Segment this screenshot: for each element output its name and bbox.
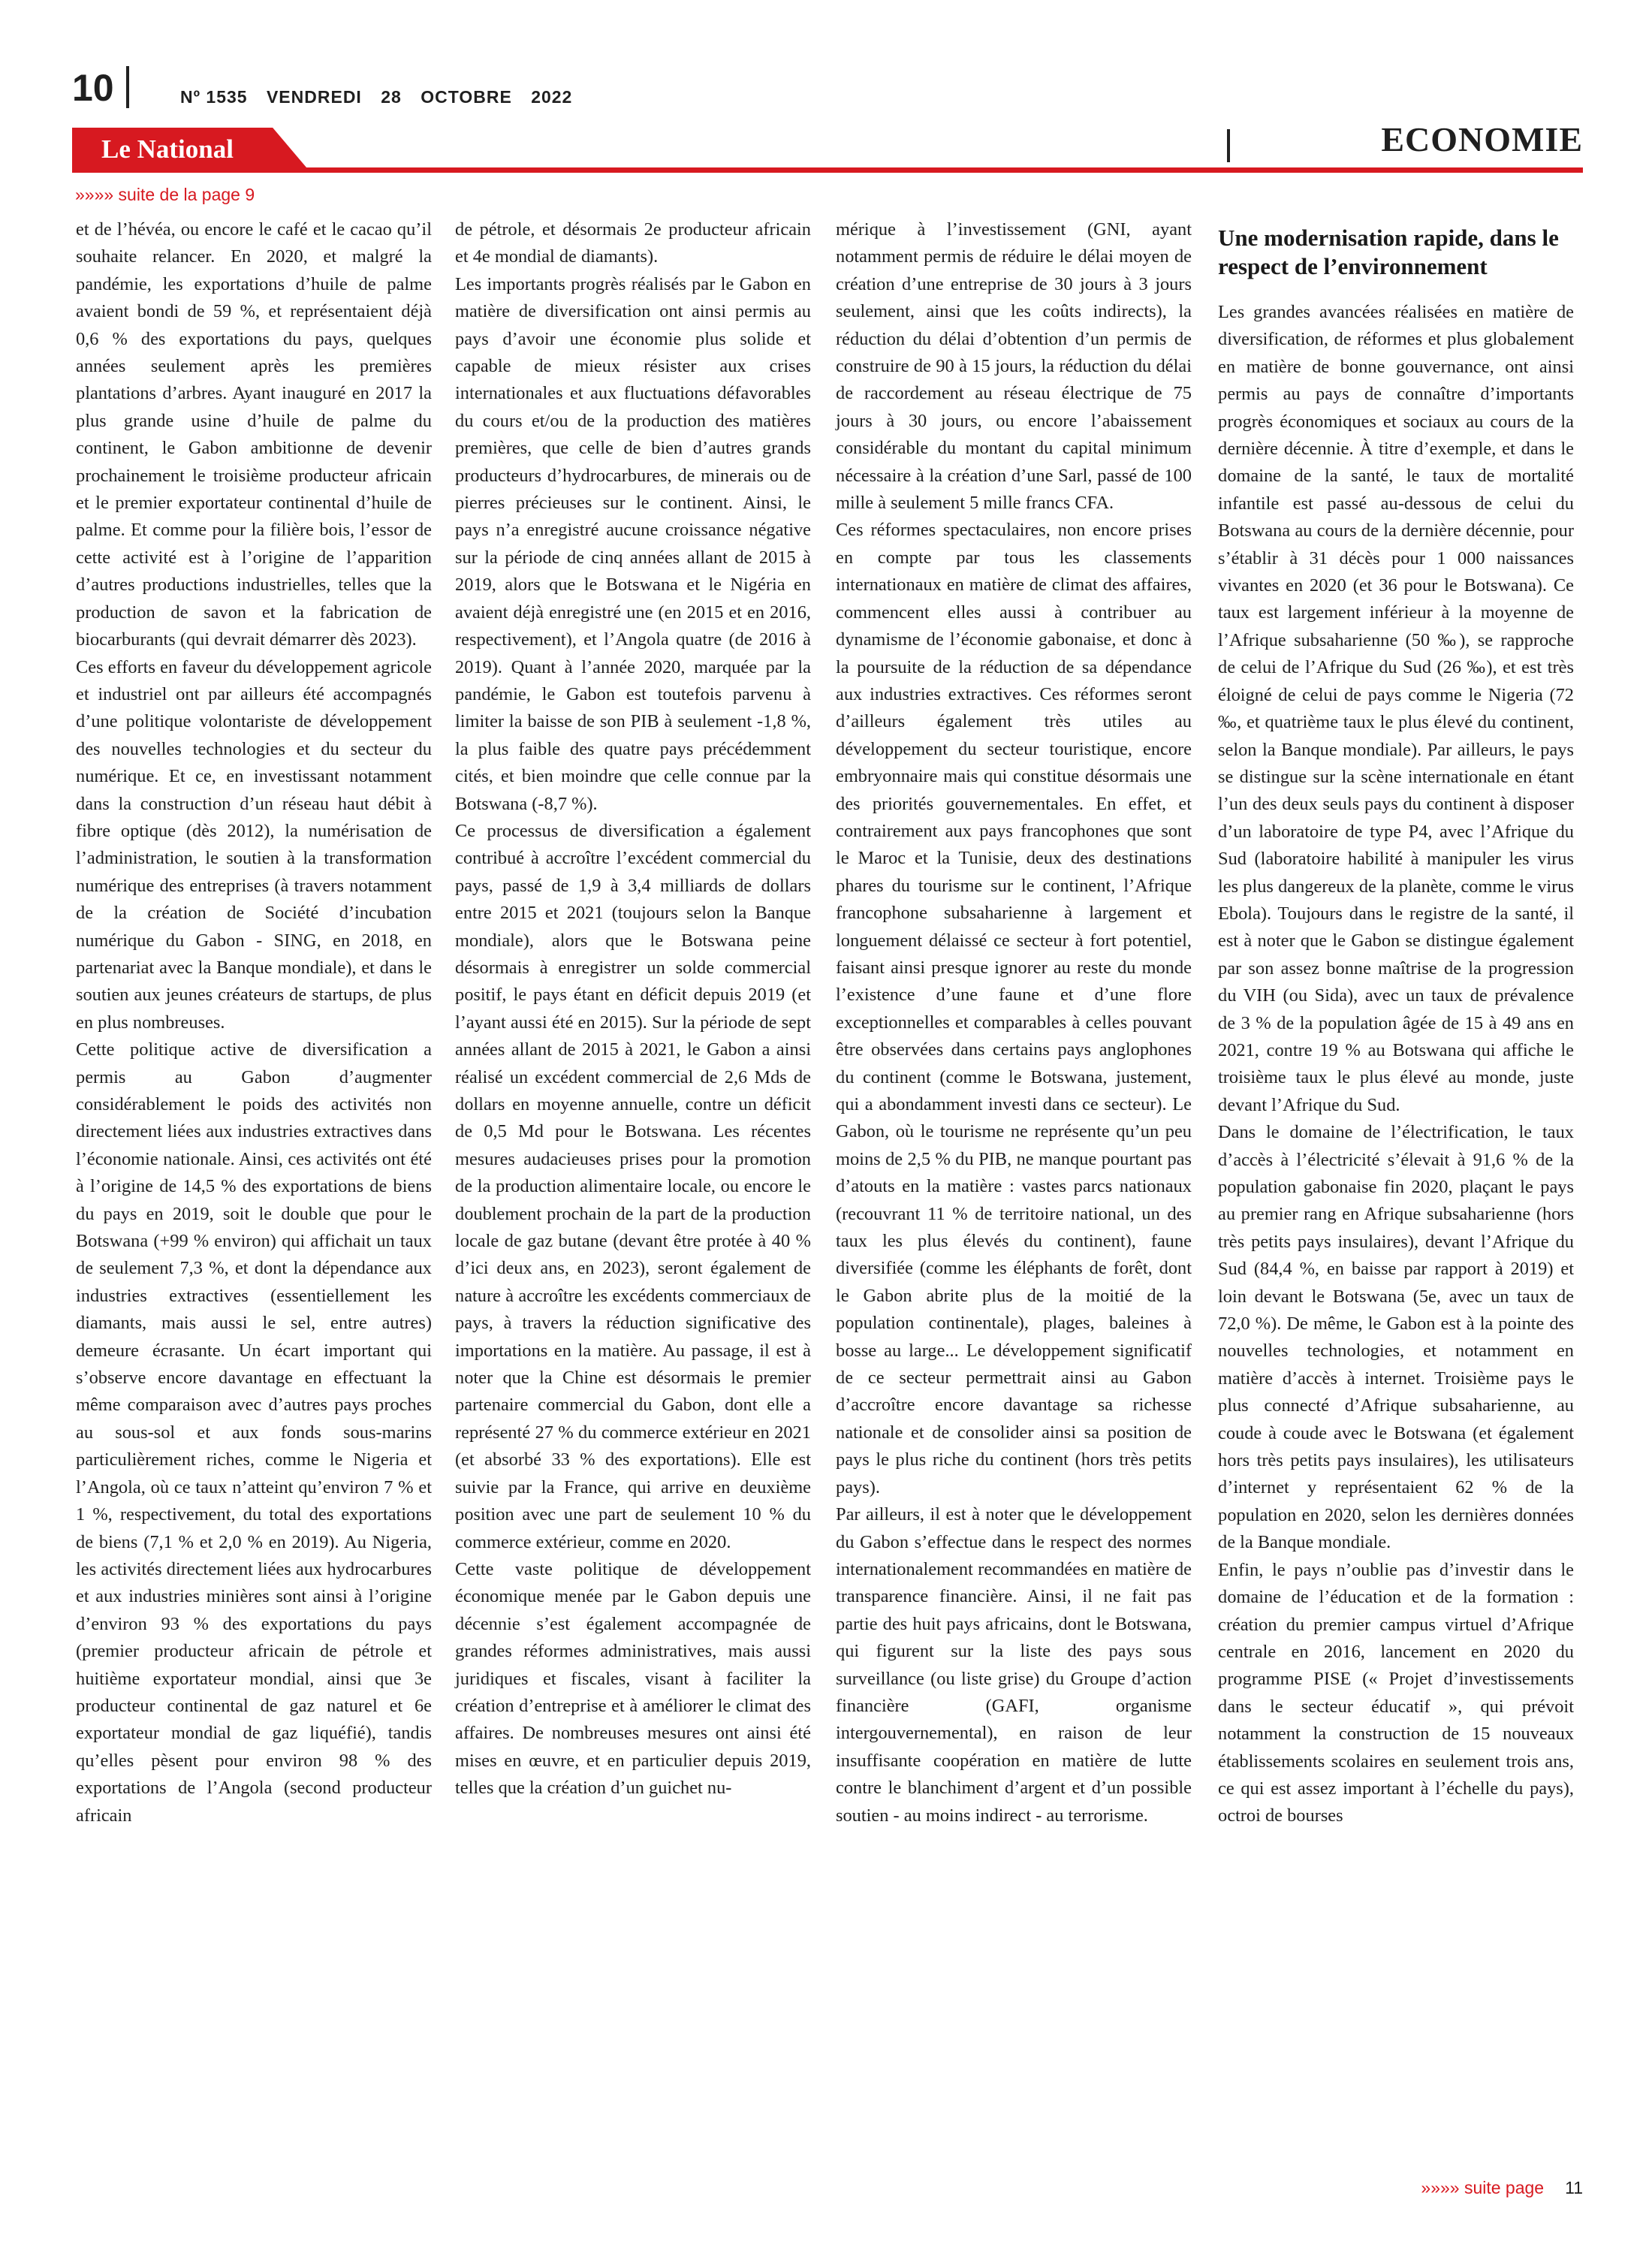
page-number: 10 — [72, 67, 114, 109]
issue-day: VENDREDI — [266, 87, 362, 107]
article-column-3 — [836, 216, 1192, 1829]
paragraph: Ces efforts en faveur du développement agricole et industriel ont par ailleurs été accompagnés d’une politique volontariste de développement des nouvelles technologies et du secteur du numérique. Et ce, en investissant notamment dans la construction d’un réseau haut débit à fibre optique (dès 2012), la numérisation de l’administration, le soutien à la transformation numérique des entreprises (à travers notamment de la création de Société d’incubation numérique du Gabon - SING, en 2018, en partenariat avec la Banque mondiale), et dans le soutien aux jeunes créateurs de startups, de plus en plus nombreuses. — [76, 656, 432, 1033]
paragraph: Ces réformes spectaculaires, non encore prises en compte par tous les classements internationaux en matière de climat des affaires, commencent elles aussi à contribuer au dynamisme de l’économie gabonaise, et donc à la poursuite de la réduction de sa dépendance aux industries extractives. Ces réformes seront d’ailleurs également très utiles au développement du secteur touristique, encore embryonnaire mais qui constitue désormais une des priorités gouvernementales. En effet, et contrairement aux pays francophones que sont le Maroc et la Tunisie, deux des destinations phares du tourisme sur le continent, l’Afrique francophone subsaharienne à largement et longuement délaissé ce secteur à fort potentiel, faisant ainsi presque ignorer au reste du monde l’existence d’une faune et d’une flore exceptionnelles et comparables à celles pouvant être observées dans certains pays anglophones du continent (comme le Botswana, justement, qui a abondamment investi dans ce secteur). Le Gabon, où le tourisme ne représente qu’un peu moins de 2,5 % du PIB, ne manque pourtant pas d’atouts en la matière : vastes parcs nationaux (recouvrant 11 % de territoire national, un des taux les plus élevés du continent), faune diversifiée (comme les éléphants de forêt, dont le Gabon abrite plus de la moitié de la population continentale), plages, baleines à bosse au large... Le développement significatif de ce secteur permettrait ainsi au Gabon d’accroître encore davantage sa richesse nationale et de consolider ainsi sa position de pays le plus riche du continent (hors très petits pays). — [836, 520, 1192, 1497]
continued-from-link[interactable]: »»»» suite de la page 9 — [75, 185, 255, 204]
paragraph: et de l’hévéa, ou encore le café et le cacao qu’il souhaite relancer. En 2020, et malgré la pandémie, les exportations d’huile de palme avaient bondi de 59 %, et représentaient déjà 0,6 % des exportations du pays, quelques années seulement après les premières plantations d’arbres. Ayant inauguré en 2017 la plus grande usine d’huile de palme du continent, le Gabon ambitionne de devenir prochainement le troisième producteur africain et le premier exportateur continental d’huile de palme. Et comme pour la filière bois, l’essor de cette activité est à l’origine de l’apparition d’autres productions industrielles, telles que la production de savon et la fabrication de biocarburants (qui devrait démarrer dès 2023). — [76, 219, 432, 650]
issue-number: Nº 1535 — [180, 87, 248, 107]
article-column-4 — [1218, 216, 1574, 1830]
continued-to-label: »»»» suite page — [1421, 2178, 1545, 2197]
section-title: ECONOMIE — [1381, 120, 1583, 158]
continued-to-link[interactable] — [1421, 2178, 1583, 2198]
paragraph: de pétrole, et désormais 2e producteur africain et 4e mondial de diamants). — [455, 219, 811, 267]
paragraph: Dans le domaine de l’électrification, le taux d’accès à l’électricité s’élevait à 91,6 % de la population gabonaise fin 2020, plaçant le pays au premier rang en Afrique subsaharienne (hors très petits pays insulaires), devant l’Afrique du Sud (84,4 %, en baisse par rapport à 2019) et loin devant le Botswana (5e, avec un taux de 72,0 %). De même, le Gabon est à la pointe des nouvelles technologies, et notamment en matière d’accès à internet. Troisième pays le plus connecté d’Afrique subsaharienne, au coude à coude avec le Botswana (et également hors très petits pays insulaires), les utilisateurs d’internet y représentaient 62 % de la population en 2020, selon les dernières données de la Banque mondiale. — [1218, 1122, 1574, 1553]
paragraph: mérique à l’investissement (GNI, ayant notamment permis de réduire le délai moyen de création d’une entreprise de 30 jours à 3 jours seulement, ainsi que les coûts indirects), la réduction du délai d’obtention d’un permis de construire de 90 à 15 jours, la réduction du délai de raccordement au réseau électrique de 75 jours à 30 jours, ou encore l’abaissement considérable du montant du capital minimum nécessaire à la création d’une Sarl, passé de 100 mille à seulement 5 mille francs CFA. — [836, 219, 1192, 514]
paragraph: Les grandes avancées réalisées en matière de diversification, de réformes et plus globalement en matière de bonne gouvernance, ont ainsi permis au pays de connaître d’importants progrès économiques et sociaux au cours de la dernière décennie. À titre d’exemple, et dans le domaine de la santé, le taux de mortalité infantile est passé au-dessous de celui du Botswana au cours de la dernière décennie, pour s’établir à 31 décès pour 1 000 naissances vivantes en 2020 (et 36 pour le Botswana). Ce taux est largement inférieur à la moyenne de l’Afrique subsaharienne (50 ‰), se rapproche de celui de l’Afrique du Sud (26 ‰), et est très éloigné de celui de pays comme le Nigeria (72 ‰, et quatrième taux le plus élevé du continent, selon la Banque mondiale). Par ailleurs, le pays se distingue sur la scène internationale en étant l’un des deux seuls pays du continent à disposer d’un laboratoire de type P4, avec l’Afrique du Sud (laboratoire habilité à manipuler les virus les plus dangereux de la planète, comme le virus Ebola). Toujours dans le registre de la santé, il est à noter que le Gabon se distingue également par son assez bonne maîtrise de la progression du VIH (ou Sida), avec un taux de prévalence de 3 % de la population âgée de 15 à 49 ans en 2021, contre 19 % au Botswana qui affiche le troisième taux le plus élevé au monde, juste devant l’Afrique du Sud. — [1218, 302, 1574, 1115]
paragraph: Les importants progrès réalisés par le Gabon en matière de diversification ont ainsi permis au pays d’avoir une économie plus solide et capable de mieux résister aux crises internationales et aux fluctuations défavorables du cours et/ou de la production des matières premières, que celle de bien d’autres grands producteurs d’hydrocarbures, de minerais ou de pierres précieuses sur le continent. Ainsi, le pays n’a enregistré aucune croissance négative sur la période de cinq années allant de 2015 à 2019, alors que le Botswana et le Nigéria en avaient déjà enregistré une (en 2015 et en 2016, respectivement), et l’Angola quatre (de 2016 à 2019). Quant à l’année 2020, marquée par la pandémie, le Gabon est toutefois parvenu à limiter la baisse de son PIB à seulement -1,8 %, la plus faible des quatre pays précédemment cités, et bien moindre que celle connue par la Botswana (-8,7 %). — [455, 273, 811, 814]
issue-year: 2022 — [531, 87, 573, 107]
paragraph: Cette politique active de diversification a permis au Gabon d’augmenter considérablement le poids des activités non directement liées aux industries extractives dans l’économie nationale. Ainsi, ces activités ont été à l’origine de 14,5 % des exportations de biens du pays en 2019, soit le double que pour le Botswana (+99 % environ) qui affichait un taux de seulement 7,3 %, et dont la dépendance aux industries extractives (essentiellement les diamants, mais aussi le sel, entre autres) demeure écrasante. Un écart important qui s’observe encore davantage en effectuant la même comparaison avec d’autres pays proches au sous-sol et aux fonds sous-marins particulièrement riches, comme le Nigeria et l’Angola, où ce taux n’atteint qu’environ 7 % et 1 %, respectivement, du total des exportations de biens (7,1 % et 2,0 % en 2019). Au Nigeria, les activités directement liées aux hydrocarbures et aux industries minières sont ainsi à l’origine d’environ 93 % des exportations du pays (premier producteur africain de pétrole et huitième exportateur mondial, ainsi que 3e producteur continental de gaz naturel et 6e exportateur mondial de gaz liquéfié), tandis qu’elles pèsent pour environ 98 % des exportations de l’Angola (second producteur africain — [76, 1039, 432, 1826]
subheading: Une modernisation rapide, dans le respect de l’environnement — [1218, 225, 1559, 279]
paragraph: Enfin, le pays n’oublie pas d’investir dans le domaine de l’éducation et de la formation : création du premier campus virtuel d’Afrique centrale en 2016, lancement en 2020 du programme PISE (« Projet d’investissements dans le secteur éducatif », qui prévoit notamment la construction de 15 nouveaux établissements scolaires en seulement trois ans, ce qui est assez important à l’échelle du pays), octroi de bourses — [1218, 1559, 1574, 1826]
continued-to-page: 11 — [1565, 2178, 1583, 2197]
article-column-1 — [76, 216, 432, 1829]
paragraph: Par ailleurs, il est à noter que le développement du Gabon s’effectue dans le respect des normes internationalement recommandées en matière de transparence financière. Ainsi, il ne fait pas partie des huit pays africains, dont le Botswana, qui figurent sur la liste des pays sous surveillance (ou liste grise) du Groupe d’action financière (GAFI, organisme intergouvernemental), en raison de leur insuffisante coopération en matière de lutte contre le blanchiment d’argent et d’un possible soutien - au moins indirect - au terrorisme. — [836, 1504, 1192, 1826]
issue-month: OCTOBRE — [421, 87, 512, 107]
issue-date-day: 28 — [381, 87, 402, 107]
issue-line — [180, 87, 586, 107]
section-divider — [1227, 129, 1230, 162]
article-column-2 — [455, 216, 811, 1802]
page-number-divider — [126, 66, 129, 108]
paragraph: Cette vaste politique de développement économique menée par le Gabon depuis une décennie s’est également accompagnée de grandes réformes administratives, mais aussi juridiques et fiscales, visant à faciliter la création d’entreprise et à améliorer le climat des affaires. De nombreuses mesures ont ainsi été mises en œuvre, et en particulier depuis 2019, telles que la création d’un guichet nu- — [455, 1558, 811, 1799]
paragraph: Ce processus de diversification a également contribué à accroître l’excédent commercial du pays, passé de 1,9 à 3,4 milliards de dollars entre 2015 et 2021 (toujours selon la Banque mondiale), alors que le Botswana peine désormais à enregistrer un solde commercial positif, le pays étant en déficit depuis 2019 (et l’ayant aussi été en 2015). Sur la période de sept années allant de 2015 à 2021, le Gabon a ainsi réalisé un excédent commercial de 2,6 Mds de dollars en moyenne annuelle, contre un déficit de 0,5 Md pour le Botswana. Les récentes mesures audacieuses prises pour la promotion de la production alimentaire locale, ou encore le doublement prochain de la part de la production locale de gaz butane (devant être protée à 40 % d’ici deux ans, en 2023), seront également de nature à accroître les excédents commerciaux de pays, à travers la réduction significative des importations en la matière. Au passage, il est à noter que la Chine est désormais le premier partenaire commercial du Gabon, dont elle a représenté 27 % du commerce extérieur en 2021 (et absorbé 33 % des exportations). Elle est suivie par la France, qui arrive en deuxième position avec une part de seulement 10 % du commerce extérieur, comme en 2020. — [455, 820, 811, 1552]
brand-name: Le National — [101, 134, 234, 164]
